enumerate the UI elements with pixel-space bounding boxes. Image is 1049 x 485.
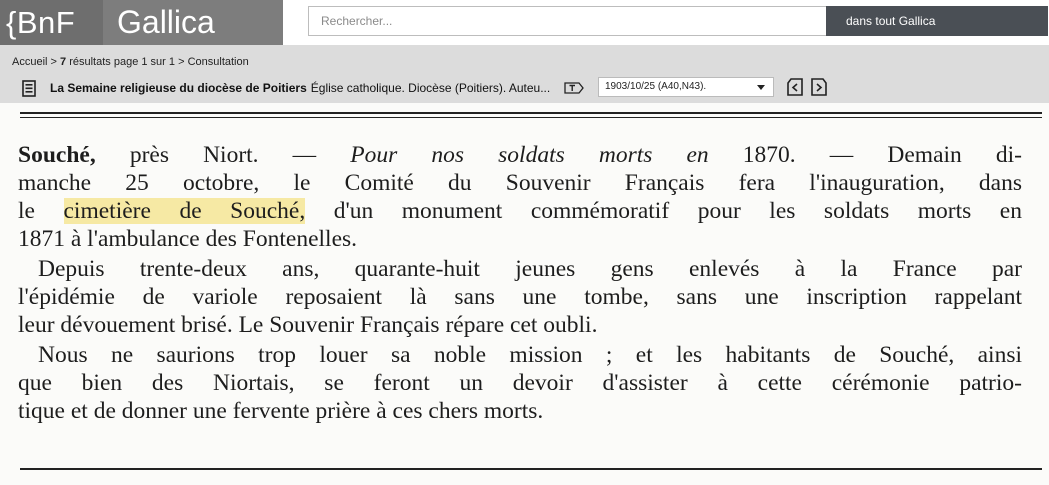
next-issue-icon[interactable] xyxy=(810,77,828,97)
context-bar xyxy=(0,45,1049,103)
article-line: que bien des Niortais, se feront un devoir d'assister à cette cérémonie patrio- xyxy=(18,370,1022,396)
bnf-logo[interactable]: {BnF xyxy=(0,0,103,45)
article-line: manche 25 octobre, le Comité du Souvenir Français fera l'inauguration, dans xyxy=(18,170,1022,196)
breadcrumb-results[interactable]: résultats page 1 sur 1 xyxy=(69,56,176,68)
top-rule xyxy=(20,117,1042,118)
article-text-run: 1870. — Demain di- xyxy=(708,142,1022,168)
article-text-run: d'un monument commémoratif pour les soldats morts en xyxy=(305,198,1022,224)
breadcrumb xyxy=(12,56,249,68)
document-info xyxy=(22,78,584,98)
breadcrumb-separator: > xyxy=(178,56,185,68)
text-mode-icon[interactable] xyxy=(564,82,584,94)
article-text-run: près Niort. — xyxy=(95,142,351,168)
breadcrumb-current: Consultation xyxy=(187,56,249,68)
article-line: Nous ne saurions trop louer sa noble mission ; et les habitants de Souché, ainsi xyxy=(38,342,1022,368)
issue-date-select[interactable] xyxy=(598,77,774,97)
article-text-run: le xyxy=(18,198,64,224)
search-highlight: cimetière de Souché, xyxy=(63,198,306,224)
previous-issue-icon[interactable] xyxy=(786,77,804,97)
article-line: l'épidémie de variole reposaient là sans une tombe, sans une inscription rappelant xyxy=(18,284,1022,310)
article-place: Souché, xyxy=(18,142,96,168)
breadcrumb-results-count[interactable]: 7 xyxy=(60,56,67,68)
article-line: Depuis trente-deux ans, quarante-huit jeunes gens enlevés à la France par xyxy=(38,256,1022,282)
top-header xyxy=(0,0,1049,45)
issue-date-value: 1903/10/25 (A40,N43). xyxy=(605,81,707,92)
breadcrumb-separator: > xyxy=(50,56,57,68)
article-line: 1871 à l'ambulance des Fontenelles. xyxy=(18,226,358,252)
article-heading: Pour nos soldats morts en xyxy=(350,142,709,168)
chevron-down-icon xyxy=(757,85,765,90)
bottom-rule xyxy=(20,468,1042,470)
document-icon xyxy=(22,80,36,97)
article-line xyxy=(18,140,1022,170)
document-viewer[interactable] xyxy=(0,103,1049,485)
article-line: leur dévouement brisé. Le Souvenir Français répare cet oubli. xyxy=(18,312,598,338)
breadcrumb-home[interactable]: Accueil xyxy=(12,56,48,68)
article-line: tique et de donner une fervente prière à ces chers morts. xyxy=(18,398,544,424)
top-rule xyxy=(20,112,1042,114)
article-line xyxy=(18,196,1022,226)
gallica-logo[interactable]: Gallica xyxy=(103,0,283,45)
document-author: Église catholique. Diocèse (Poitiers). Auteu... xyxy=(310,81,551,95)
search-input[interactable] xyxy=(308,6,826,36)
search-scope-button[interactable]: dans tout Gallica xyxy=(826,6,1048,36)
document-title[interactable]: La Semaine religieuse du diocèse de Poitiers xyxy=(50,81,307,95)
